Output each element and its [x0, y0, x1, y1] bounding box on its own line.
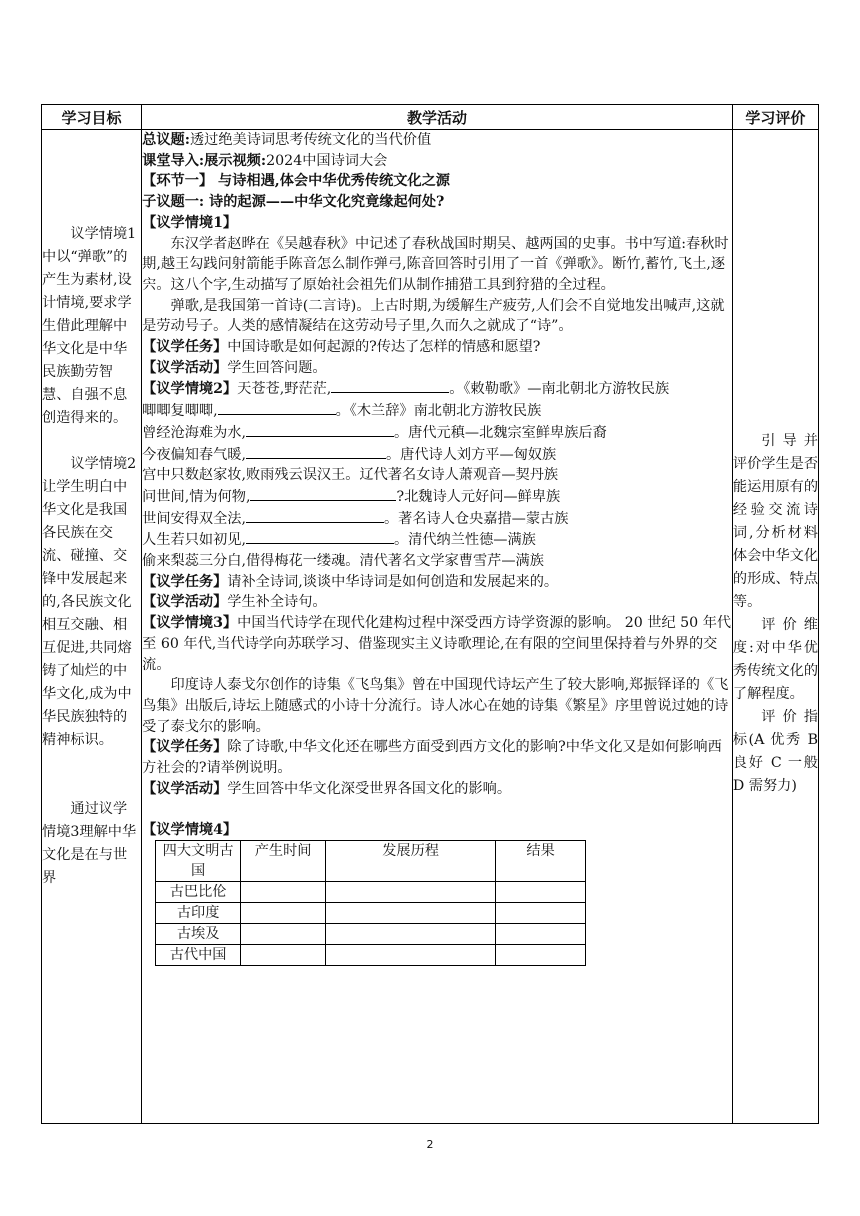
- fill-blank[interactable]: [331, 378, 449, 393]
- civ-header-result: 结果: [496, 841, 586, 882]
- civ-header-history: 发展历程: [326, 841, 496, 882]
- empty-cell[interactable]: [496, 924, 586, 945]
- empty-cell[interactable]: [496, 882, 586, 903]
- civilization-row: [156, 924, 586, 945]
- poem-line: 人生若只如初见, 。清代纳兰性德—满族: [142, 529, 732, 551]
- goal-paragraph-2: 议学情境2让学生明白中华文化是我国各民族在交流、碰撞、交锋中发展起来的,各民族文化相互交融、相互促进,共同熔铸了灿烂的中华文化,成为中华民族独特的精神标识。: [42, 456, 137, 748]
- civilization-row: [156, 903, 586, 924]
- poem-line: 唧唧复唧唧, 。《木兰辞》南北朝北方游牧民族: [142, 400, 732, 422]
- task-2: 【议学任务】请补全诗词,谈谈中华诗词是如何创造和发展起来的。: [142, 573, 559, 590]
- section-one-title: 【环节一】 与诗相遇,体会中华优秀传统文化之源: [142, 173, 450, 190]
- civilizations-table: [155, 840, 586, 966]
- goal-paragraph-1: 议学情境1中以“弹歌”的产生为素材,设计情境,要求学生借此理解中华文化是中华民族勤劳智慧、自强不息创造得来的。: [42, 226, 137, 426]
- poem-line: 问世间,情为何物, ?北魏诗人元好问—鲜卑族: [142, 486, 732, 508]
- learning-goal-cell: [42, 130, 142, 1124]
- fill-blank[interactable]: [246, 508, 384, 523]
- activity-1: 【议学活动】学生回答问题。: [142, 359, 327, 376]
- activity-2: 【议学活动】学生补全诗句。: [142, 594, 327, 611]
- fill-blank[interactable]: [246, 529, 394, 544]
- poem-line: 今夜偏知春气暖, 。唐代诗人刘方平—匈奴族: [142, 444, 732, 466]
- civilization-row: [156, 882, 586, 903]
- empty-cell[interactable]: [326, 945, 496, 966]
- poem-lines: [142, 400, 732, 572]
- civilization-name: 古代中国: [156, 945, 241, 966]
- page-number: 2: [426, 1138, 434, 1151]
- situation-1-text-2: 弹歌,是我国第一首诗(二言诗)。上古时期,为缓解生产疲劳,人们会不自觉地发出喊声,这就是劳动号子。人类的感情凝结在这劳动号子里,久而久之就成了“诗”。: [142, 297, 725, 335]
- empty-cell[interactable]: [241, 882, 326, 903]
- civ-header-country: 四大文明古国: [156, 841, 241, 882]
- empty-cell[interactable]: [241, 945, 326, 966]
- header-learning-evaluation: 学习评价: [732, 105, 818, 130]
- evaluation-indicator: 评价指标(A 优秀 B 良好 C 一般 D 需努力): [732, 709, 818, 794]
- poem-line: 偷来梨蕊三分白,借得梅花一缕魂。清代著名文学家曹雪芹—满族: [142, 553, 544, 570]
- civilizations-header-row: [156, 841, 586, 882]
- situation-3-text-2: 印度诗人泰戈尔创作的诗集《飞鸟集》曾在中国现代诗坛产生了较大影响,郑振铎译的《飞鸟集》出版后,诗坛上随感式的小诗十分流行。诗人冰心在她的诗集《繁星》序里曾说过她的诗受了泰戈尔的影响。: [142, 677, 729, 735]
- header-teaching-activity: 教学活动: [142, 105, 733, 130]
- empty-cell[interactable]: [496, 903, 586, 924]
- empty-cell[interactable]: [241, 903, 326, 924]
- header-row: [42, 105, 819, 130]
- civilization-name: 古印度: [156, 903, 241, 924]
- task-3: 【议学任务】除了诗歌,中华文化还在哪些方面受到西方文化的影响?中华文化又是如何影响西方社会的?请举例说明。: [142, 739, 722, 777]
- empty-cell[interactable]: [241, 924, 326, 945]
- evaluation-dimension: 评价维度:对中华优秀传统文化的了解程度。: [732, 617, 819, 702]
- goal-paragraph-3: 通过议学情境3理解中华文化是在与世界: [42, 801, 137, 886]
- situation-1-label: 【议学情境1】: [142, 214, 238, 231]
- evaluation-guide: 引导并评价学生是否能运用原有的经验交流诗词,分析材料体会中华文化的形成、特点等。: [732, 433, 819, 610]
- empty-cell[interactable]: [326, 882, 496, 903]
- lesson-table: [41, 104, 819, 1124]
- situation-4-label: 【议学情境4】: [142, 821, 238, 838]
- activity-3: 【议学活动】学生回答中华文化深受世界各国文化的影响。: [142, 780, 512, 797]
- overall-topic: 总议题:透过绝美诗词思考传统文化的当代价值: [142, 132, 432, 148]
- situation-3-text-1: 【议学情境3】中国当代诗学在现代化建构过程中深受西方诗学资源的影响。 20 世纪 50 年代至 60 年代,当代诗学向苏联学习、借鉴现实主义诗歌理论,在有限的空间里保持着与外界的交流。: [142, 615, 732, 673]
- poem-line: 宫中只数赵家妆,败雨残云误汉王。辽代著名女诗人萧观音—契丹族: [142, 467, 559, 484]
- civilization-row: [156, 945, 586, 966]
- fill-blank[interactable]: [246, 422, 394, 437]
- empty-cell[interactable]: [326, 924, 496, 945]
- civilization-name: 古巴比伦: [156, 882, 241, 903]
- class-intro: 课堂导入:展示视频:2024中国诗词大会: [142, 152, 388, 169]
- learning-evaluation-cell: [732, 130, 818, 1124]
- sub-topic-one: 子议题一: 诗的起源——中华文化究竟缘起何处?: [142, 194, 445, 211]
- situation-2-first-line: 【议学情境2】天苍苍,野茫茫, 。《敕勒歌》—南北朝北方游牧民族: [142, 378, 732, 400]
- civilization-name: 古埃及: [156, 924, 241, 945]
- civ-header-time: 产生时间: [241, 841, 326, 882]
- fill-blank[interactable]: [250, 486, 396, 501]
- teaching-activity-cell: [142, 130, 733, 1124]
- content-row: [42, 130, 819, 1124]
- fill-blank[interactable]: [246, 444, 386, 459]
- poem-line: 曾经沧海难为水, 。唐代元稹—北魏宗室鲜卑族后裔: [142, 422, 732, 444]
- empty-cell[interactable]: [326, 903, 496, 924]
- fill-blank[interactable]: [218, 400, 336, 415]
- situation-1-text-1: 东汉学者赵晔在《吴越春秋》中记述了春秋战国时期吴、越两国的史事。书中写道:春秋时期,越王勾践问射箭能手陈音怎么制作弹弓,陈音回答时引用了一首《弹歌》。断竹,蓄竹,飞土,逐宍。这八个字,生动描写了原始社会祖先们从制作捕猎工具到狩猎的全过程。: [142, 235, 729, 293]
- empty-cell[interactable]: [496, 945, 586, 966]
- poem-line: 世间安得双全法, 。著名诗人仓央嘉措—蒙古族: [142, 508, 732, 530]
- header-learning-goal: 学习目标: [42, 105, 142, 130]
- task-1: 【议学任务】中国诗歌是如何起源的?传达了怎样的情感和愿望?: [142, 339, 541, 356]
